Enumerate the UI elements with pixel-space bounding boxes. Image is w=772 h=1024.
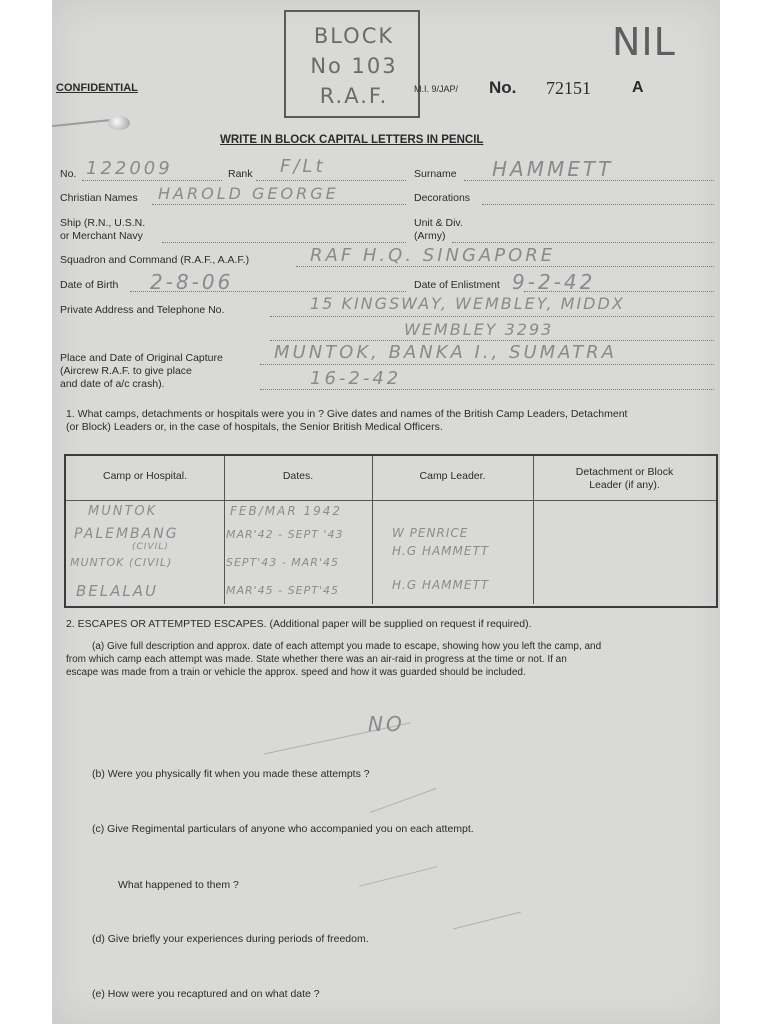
question-2b: (b) Were you physically fit when you made these attempts ? [92,768,370,780]
answer-stroke-c [359,866,437,886]
capture-value-line-2: 16-2-42 [310,368,402,389]
table-row-4-dates: MAR'45 - SEPT'45 [226,584,339,597]
surname-label: Surname [414,168,457,180]
table-row-2-leader: W PENRICE [392,526,469,540]
table-row-3-camp: MUNTOK (CIVIL) [70,556,173,569]
question-1-line-1: 1. What camps, detachments or hospitals were you in ? Give dates and names of the British Camp Leaders, Detachment [66,408,628,420]
question-2-heading: 2. ESCAPES OR ATTEMPTED ESCAPES. (Additional paper will be supplied on request if required). [66,618,532,630]
answer-stroke-d [453,912,521,930]
confidential-label: CONFIDENTIAL [56,82,138,94]
address-label: Private Address and Telephone No. [60,304,225,316]
question-2e: (e) How were you recaptured and on what date ? [92,988,320,1000]
unit-label-1: Unit & Div. [414,217,463,229]
table-row-2-camp: PALEMBANG [74,526,179,542]
question-2a-line-2: from which camp each attempt was made. State whether there was an air-raid in progress at the time or not. If an [66,654,567,665]
stamp-line-2: No 103 [310,54,398,78]
question-2a-line-1: (a) Give full description and approx. date of each attempt you made to escape, showing how you left the camp, and [92,641,602,652]
table-row-2-camp-note: (CIVIL) [132,542,169,552]
nil-annotation: NIL [612,20,676,64]
rank-value: F/Lt [280,156,326,177]
christian-names-value: HAROLD GEORGE [158,184,339,203]
header-dates: Dates. [282,470,314,482]
instruction-heading: WRITE IN BLOCK CAPITAL LETTERS IN PENCIL [220,134,484,146]
dob-label: Date of Birth [60,279,119,291]
address-value-line-2: WEMBLEY 3293 [404,320,554,339]
capture-label-1: Place and Date of Original Capture [60,352,223,364]
table-row-3-leader: H.G HAMMETT [392,544,490,558]
capture-value-line-1: MUNTOK, BANKA I., SUMATRA [274,342,617,363]
question-2c-followup: What happened to them ? [118,879,239,891]
header-detachment-2: Leader (if any). [589,479,660,491]
question-2d: (d) Give briefly your experiences during periods of freedom. [92,933,369,945]
pin-shaft [52,119,112,127]
header-camp: Camp or Hospital. [102,470,188,482]
dob-value: 2-8-06 [150,270,234,294]
number-label: No. [489,78,517,97]
question-1-line-2: (or Block) Leaders or, in the case of hospitals, the Senior British Medical Officers. [66,421,443,433]
reference-code: M.I. 9/JAP/ [414,84,459,94]
capture-label-2: (Aircrew R.A.F. to give place [60,365,192,377]
ship-label-2: or Merchant Navy [60,230,143,242]
question-2a-answer: NO [368,712,405,736]
ship-label-1: Ship (R.N., U.S.N. [60,217,146,229]
form-suffix: A [632,79,644,96]
enlistment-value: 9-2-42 [512,270,596,294]
question-2a-line-3: escape was made from a train or vehicle the approx. speed and how it was guarded should be included. [66,667,526,678]
no-value: 122009 [86,158,173,179]
stamp-line-3: R.A.F. [319,84,389,108]
header-camp-leader: Camp Leader. [419,470,486,482]
form-number: 72151 [546,78,591,98]
unit-label-2: (Army) [414,230,446,242]
header-detachment-1: Detachment or Block [575,466,674,478]
answer-stroke-b [370,788,436,813]
decorations-label: Decorations [414,192,471,204]
squadron-value: RAF H.Q. SINGAPORE [310,245,556,266]
address-value-line-1: 15 KINGSWAY, WEMBLEY, MIDDX [310,294,625,313]
table-row-2-dates: MAR'42 - SEPT '43 [226,528,344,541]
block-stamp [284,10,420,118]
rank-label: Rank [228,168,253,180]
table-row-3-dates: SEPT'43 - MAR'45 [226,556,339,569]
table-row-1-dates: FEB/MAR 1942 [230,504,343,518]
capture-label-3: and date of a/c crash). [60,378,165,390]
pin-head-icon [108,116,130,130]
question-2c: (c) Give Regimental particulars of anyone who accompanied you on each attempt. [92,823,474,835]
camps-table [64,454,718,608]
squadron-label: Squadron and Command (R.A.F., A.A.F.) [60,254,250,266]
document-page [52,0,720,1024]
table-row-1-camp: MUNTOK [88,504,158,519]
christian-names-label: Christian Names [60,192,138,204]
table-row-4-camp: BELALAU [76,582,158,600]
no-label: No. [60,168,77,180]
surname-value: HAMMETT [492,157,614,181]
enlistment-label: Date of Enlistment [414,279,500,291]
stamp-line-1: BLOCK [313,24,395,48]
table-row-4-leader: H.G HAMMETT [392,578,490,592]
